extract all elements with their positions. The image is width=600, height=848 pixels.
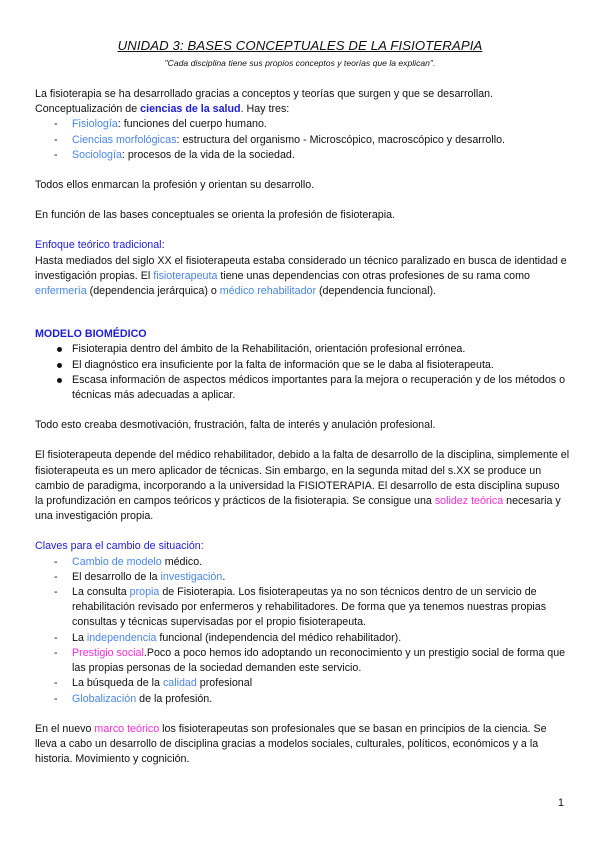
- list-item: Fisioterapia dentro del ámbito de la Rehabilitación, orientación profesional errónea.: [35, 342, 570, 357]
- list-item: - Fisiología: funciones del cuerpo humano.: [35, 117, 570, 132]
- paragraph-final: En el nuevo marco teórico los fisioterapeutas son profesionales que se basan en principios de la ciencia. Se lleva a cabo un desarrollo de disciplina gracias a modelos sociales, culturales, políticos, económicos y a la historia. Movimiento y cognición.: [35, 722, 547, 766]
- page-subtitle: "Cada disciplina tiene sus propios conceptos y teorías que la explican".: [164, 58, 436, 68]
- list-item: - Cambio de modelo médico.: [35, 555, 570, 570]
- list-item: - El desarrollo de la investigación.: [35, 570, 570, 585]
- ciencias-list: [35, 117, 570, 163]
- list-item: - Prestigio social.Poco a poco hemos ido adoptando un reconocimiento y un prestigio social de forma que las propias personas de la sociedad demanden este servicio.: [35, 646, 570, 676]
- tradicional-paragraph: Enfoque teórico tradicional: Hasta mediados del siglo XX el fisioterapeuta estaba considerado un técnico paralizado en busca de identidad e investigación propias. El fisioterapeuta tiene unas dependencias con otras profesiones de su rama como enfermería (dependencia jerárquica) o médico rehabilitador (dependencia funcional).: [35, 239, 567, 298]
- section-heading-biomedico: MODELO BIOMÉDICO: [35, 328, 147, 341]
- list-item: - La independencia funcional (independencia del médico rehabilitador).: [35, 631, 570, 646]
- list-item: El diagnóstico era insuficiente por la falta de información que se le daba al fisioterapeuta.: [35, 358, 570, 373]
- document-body: [35, 87, 570, 767]
- section-heading-claves: Claves para el cambio de situación:: [35, 540, 204, 553]
- paragraph-depende: El fisioterapeuta depende del médico rehabilitador, debido a la falta de desarrollo de la disciplina, simplemente el fisioterapeuta es un mero aplicador de técnicas. Sin embargo, en la segunda mitad del s.XX se produce un cambio de paradigma, incorporando a la universidad la FISIOTERAPIA. El desarrollo de esta disciplina supuso la profundización en campos teóricos y prácticos de la fisioterapia. Se consigue una solidez teórica necesaria y una investigación propia.: [35, 449, 570, 523]
- list-item: - Sociología: procesos de la vida de la sociedad.: [35, 148, 570, 163]
- paragraph-enmarcan: Todos ellos enmarcan la profesión y orientan su desarrollo.: [35, 179, 315, 192]
- intro-paragraph: La fisioterapia se ha desarrollado gracias a conceptos y teorías que surgen y que se desarrollan. Conceptualización de ciencias de la salud. Hay tres:: [35, 88, 494, 116]
- page-title: UNIDAD 3: BASES CONCEPTUALES DE LA FISIOTERAPIA: [117, 38, 483, 53]
- claves-list: [35, 555, 570, 707]
- paragraph-funcion: En función de las bases conceptuales se orienta la profesión de fisioterapia.: [35, 209, 396, 222]
- list-item: - La consulta propia de Fisioterapia. Los fisioterapeutas ya no son técnicos dentro de un servicio de rehabilitación revisado por enfermeros y rehabilitadores. De forma que ya tenemos nuestras propias consultas y técnicas supervisadas por el propio fisioterapeuta.: [35, 585, 570, 631]
- paragraph-desmotivacion: Todo esto creaba desmotivación, frustración, falta de interés y anulación profesional.: [35, 419, 436, 432]
- list-item: - Globalización de la profesión.: [35, 692, 570, 707]
- list-item: Escasa información de aspectos médicos importantes para la mejora o recuperación y de los métodos o técnicas más adecuadas a aplicar.: [35, 373, 570, 403]
- biomedico-list: [35, 342, 570, 403]
- page-number: 1: [558, 797, 564, 809]
- highlight-marco-teorico: marco teórico: [94, 722, 160, 735]
- list-item: - La búsqueda de la calidad profesional: [35, 676, 570, 691]
- highlight-ciencias-salud: ciencias de la salud: [140, 103, 241, 116]
- section-heading-tradicional: Enfoque teórico tradicional: [35, 239, 162, 252]
- highlight-solidez: solidez teórica: [434, 495, 504, 508]
- list-item: - Ciencias morfológicas: estructura del organismo - Microscópico, macroscópico y desarrollo.: [35, 133, 570, 148]
